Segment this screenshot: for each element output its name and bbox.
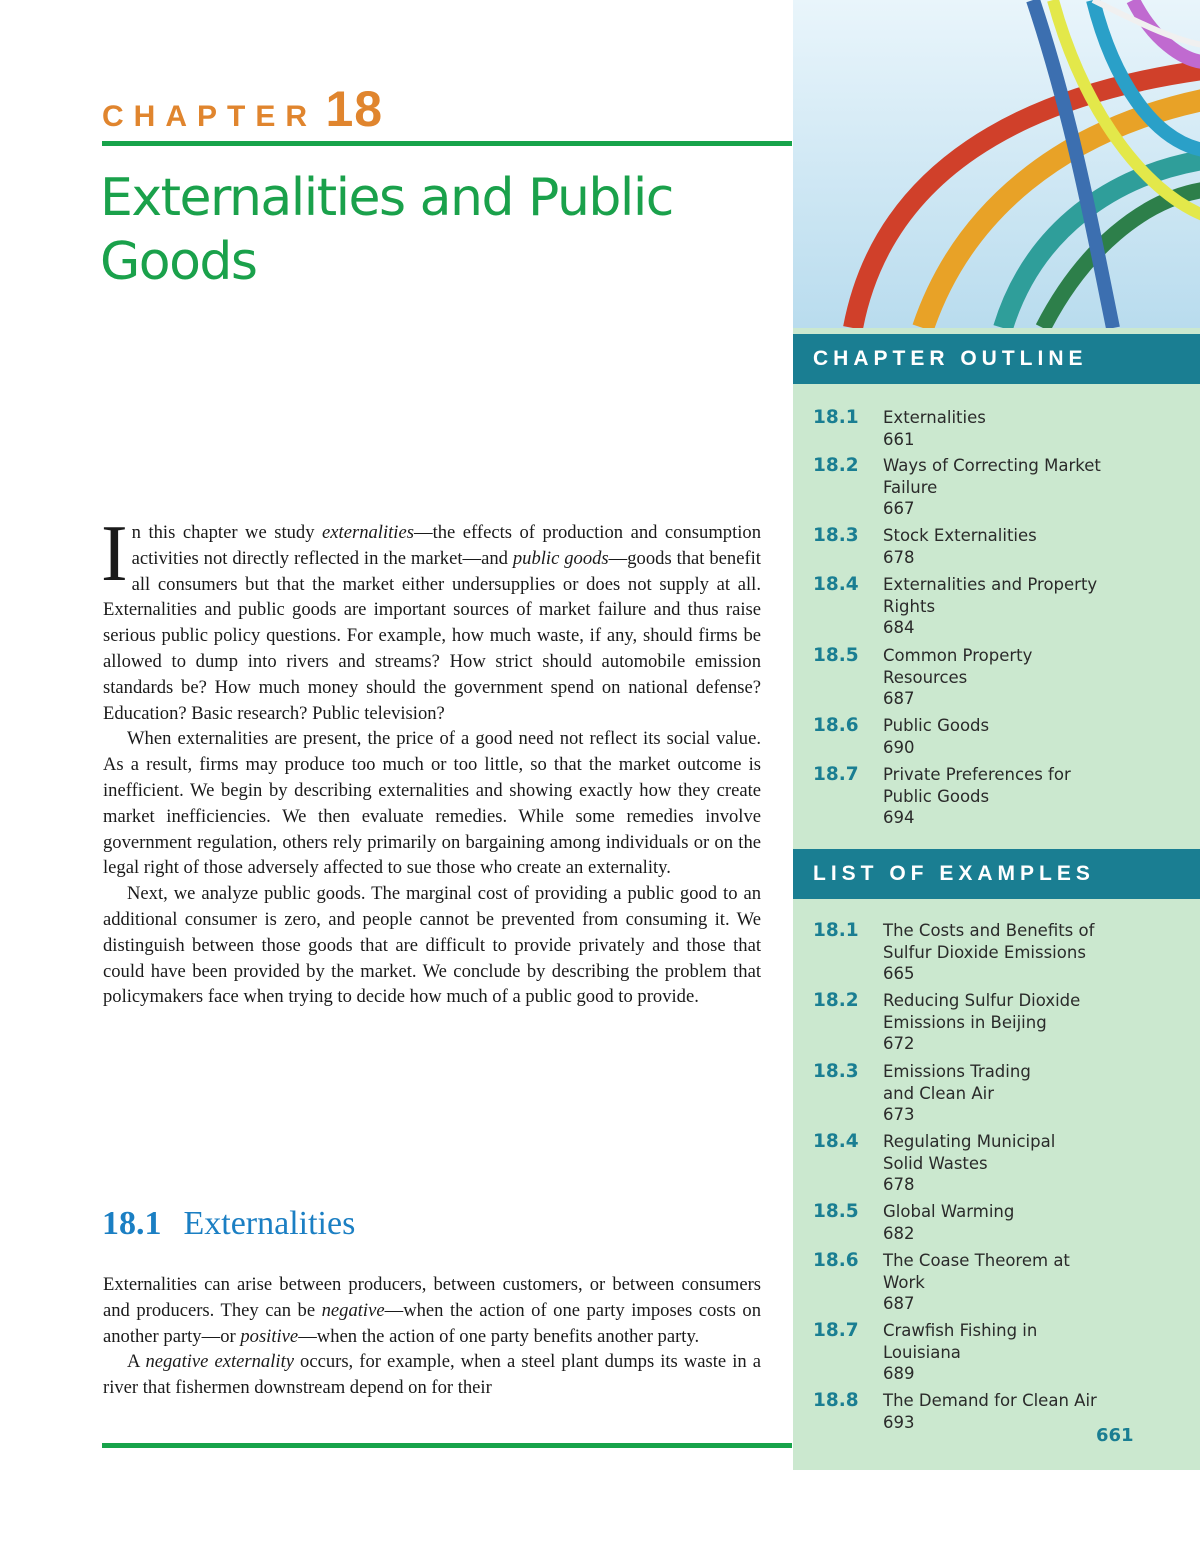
examples-header: LIST OF EXAMPLES xyxy=(793,849,1200,899)
term-negative: negative xyxy=(321,1299,385,1321)
example-item-number: 18.5 xyxy=(813,1201,859,1222)
outline-item-title: Common Property Resources xyxy=(883,646,1033,687)
outline-item xyxy=(813,455,1193,520)
page-number: 661 xyxy=(1096,1425,1134,1446)
example-item xyxy=(813,1201,1193,1244)
example-item xyxy=(813,990,1193,1055)
example-item-number: 18.3 xyxy=(813,1061,859,1082)
chapter-number: 18 xyxy=(325,81,384,137)
section-text-run: —when the action of one party benefits another party. xyxy=(298,1325,700,1347)
term-positive: positive xyxy=(240,1325,299,1347)
example-item-title: Reducing Sulfur Dioxide Emissions in Beijing xyxy=(883,991,1081,1032)
bottom-rule xyxy=(102,1443,792,1448)
example-item-number: 18.2 xyxy=(813,990,859,1011)
section-number: 18.1 xyxy=(102,1205,162,1242)
section-heading xyxy=(102,1205,355,1243)
term-negative-externality: negative externality xyxy=(145,1351,294,1373)
example-item-page: 693 xyxy=(883,1412,915,1432)
top-rule xyxy=(102,141,792,146)
intro-text xyxy=(101,510,761,1010)
outline-item xyxy=(813,525,1193,568)
example-item-number: 18.1 xyxy=(813,920,859,941)
chapter-art-image xyxy=(793,0,1200,328)
outline-item xyxy=(813,715,1193,758)
example-item xyxy=(813,1320,1193,1385)
intro-paragraph-1 xyxy=(101,510,761,726)
intro-text-run: —goods that benefit all consumers but that the market either undersupplies or does not supply at all. Externalities and public goods are important sources of market failure and thus raise serious public policy questions. For example, how much waste, if any, should firms be allowed to dump into rivers and streams? How strict should automobile emission standards be? How much money should the government spend on national defense? Education? Basic research? Public television? xyxy=(103,547,761,724)
chapter-word: CHAPTER xyxy=(102,100,318,133)
outline-item-page: 684 xyxy=(883,618,915,637)
intro-text-run: n this chapter we study xyxy=(131,522,323,543)
section-text-run: —when the action of one party imposes costs on another party—or xyxy=(103,1299,761,1347)
example-item-page: 682 xyxy=(883,1223,915,1243)
outline-item-page: 694 xyxy=(883,808,915,827)
section-text-run: occurs, for example, when a steel plant dumps its waste in a river that fishermen downstream depend on for their xyxy=(103,1351,761,1399)
intro-paragraph-3: Next, we analyze public goods. The marginal cost of providing a public good to an additional consumer is zero, and people cannot be prevented from consuming it. We distinguish between those goods that are difficult to provide privately and those that could have been provided by the market. We conclude by describing the problem that policymakers face when trying to decide how much of a public good to provide. xyxy=(103,883,761,1008)
section-paragraph-2 xyxy=(103,1349,761,1401)
example-item-page: 672 xyxy=(883,1034,915,1053)
outline-item xyxy=(813,645,1193,710)
outline-item-page: 690 xyxy=(883,737,915,757)
section-text xyxy=(103,1272,761,1401)
term-public-goods: public goods xyxy=(512,547,609,569)
section-title: Externalities xyxy=(183,1205,356,1242)
example-item-number: 18.6 xyxy=(813,1250,859,1271)
example-item-title: Crawfish Fishing in Louisiana xyxy=(883,1321,1038,1362)
intro-text-run: —the effects of production and consumption activities not directly reflected in the market—and xyxy=(131,522,761,569)
example-item-page: 689 xyxy=(883,1364,915,1383)
outline-item-page: 687 xyxy=(883,689,915,708)
outline-item-title: Public Goods xyxy=(883,716,990,735)
outline-item-number: 18.6 xyxy=(813,715,859,736)
outline-item-title: Ways of Correcting Market Failure xyxy=(883,456,1101,497)
outline-item-number: 18.3 xyxy=(813,525,859,546)
outline-item xyxy=(813,407,1193,450)
outline-item-title: Private Preferences for Public Goods xyxy=(883,765,1071,806)
outline-item-number: 18.5 xyxy=(813,645,859,666)
drop-cap: I xyxy=(101,510,128,598)
example-item xyxy=(813,1250,1193,1315)
example-item xyxy=(813,1061,1193,1126)
section-paragraph-1 xyxy=(103,1272,761,1349)
example-item-title: Emissions Trading and Clean Air xyxy=(883,1062,1031,1103)
section-text-run: A xyxy=(127,1351,146,1373)
example-item xyxy=(813,1390,1193,1433)
example-item-number: 18.4 xyxy=(813,1131,859,1152)
example-item xyxy=(813,920,1193,985)
outline-item-title: Stock Externalities xyxy=(883,526,1037,545)
example-item-page: 678 xyxy=(883,1175,915,1194)
outline-item-page: 661 xyxy=(883,429,915,449)
example-item-title: Regulating Municipal Solid Wastes xyxy=(883,1132,1056,1173)
chapter-title: Externalities and Public Goods xyxy=(100,168,673,292)
outline-item xyxy=(813,574,1193,639)
outline-item-number: 18.7 xyxy=(813,764,859,785)
example-item-title: The Demand for Clean Air xyxy=(883,1391,1097,1410)
outline-item-title: Externalities xyxy=(883,408,986,427)
example-item-title: Global Warming xyxy=(883,1202,1015,1221)
example-item xyxy=(813,1131,1193,1196)
outline-item-number: 18.4 xyxy=(813,574,859,595)
outline-item-page: 667 xyxy=(883,499,915,518)
example-item-page: 673 xyxy=(883,1105,915,1124)
outline-header: CHAPTER OUTLINE xyxy=(793,334,1200,384)
outline-item-number: 18.2 xyxy=(813,455,859,476)
example-item-page: 687 xyxy=(883,1294,915,1313)
chapter-label xyxy=(102,80,383,138)
outline-item-title: Externalities and Property Rights xyxy=(883,575,1098,616)
outline-item-number: 18.1 xyxy=(813,407,859,428)
section-text-run: Externalities can arise between producers, between customers, or between consumers and producers. They can be xyxy=(103,1274,761,1321)
example-item-title: The Costs and Benefits of Sulfur Dioxide Emissions xyxy=(883,921,1095,962)
outline-item xyxy=(813,764,1193,829)
term-externalities: externalities xyxy=(322,522,414,543)
outline-item-page: 678 xyxy=(883,547,915,567)
example-item-number: 18.8 xyxy=(813,1390,859,1411)
example-item-number: 18.7 xyxy=(813,1320,859,1341)
example-item-title: The Coase Theorem at Work xyxy=(883,1251,1070,1292)
example-item-page: 665 xyxy=(883,964,915,983)
intro-paragraph-2: When externalities are present, the price of a good need not reflect its social value. As a result, firms may produce too much or too little, so that the market outcome is inefficient. We begin by describing externalities and showing exactly how they create market inefficiencies. We then evaluate remedies. While some remedies involve government regulation, others rely primarily on bargaining among individuals or on the legal right of those adversely affected to sue those who create an externality. xyxy=(103,728,761,879)
